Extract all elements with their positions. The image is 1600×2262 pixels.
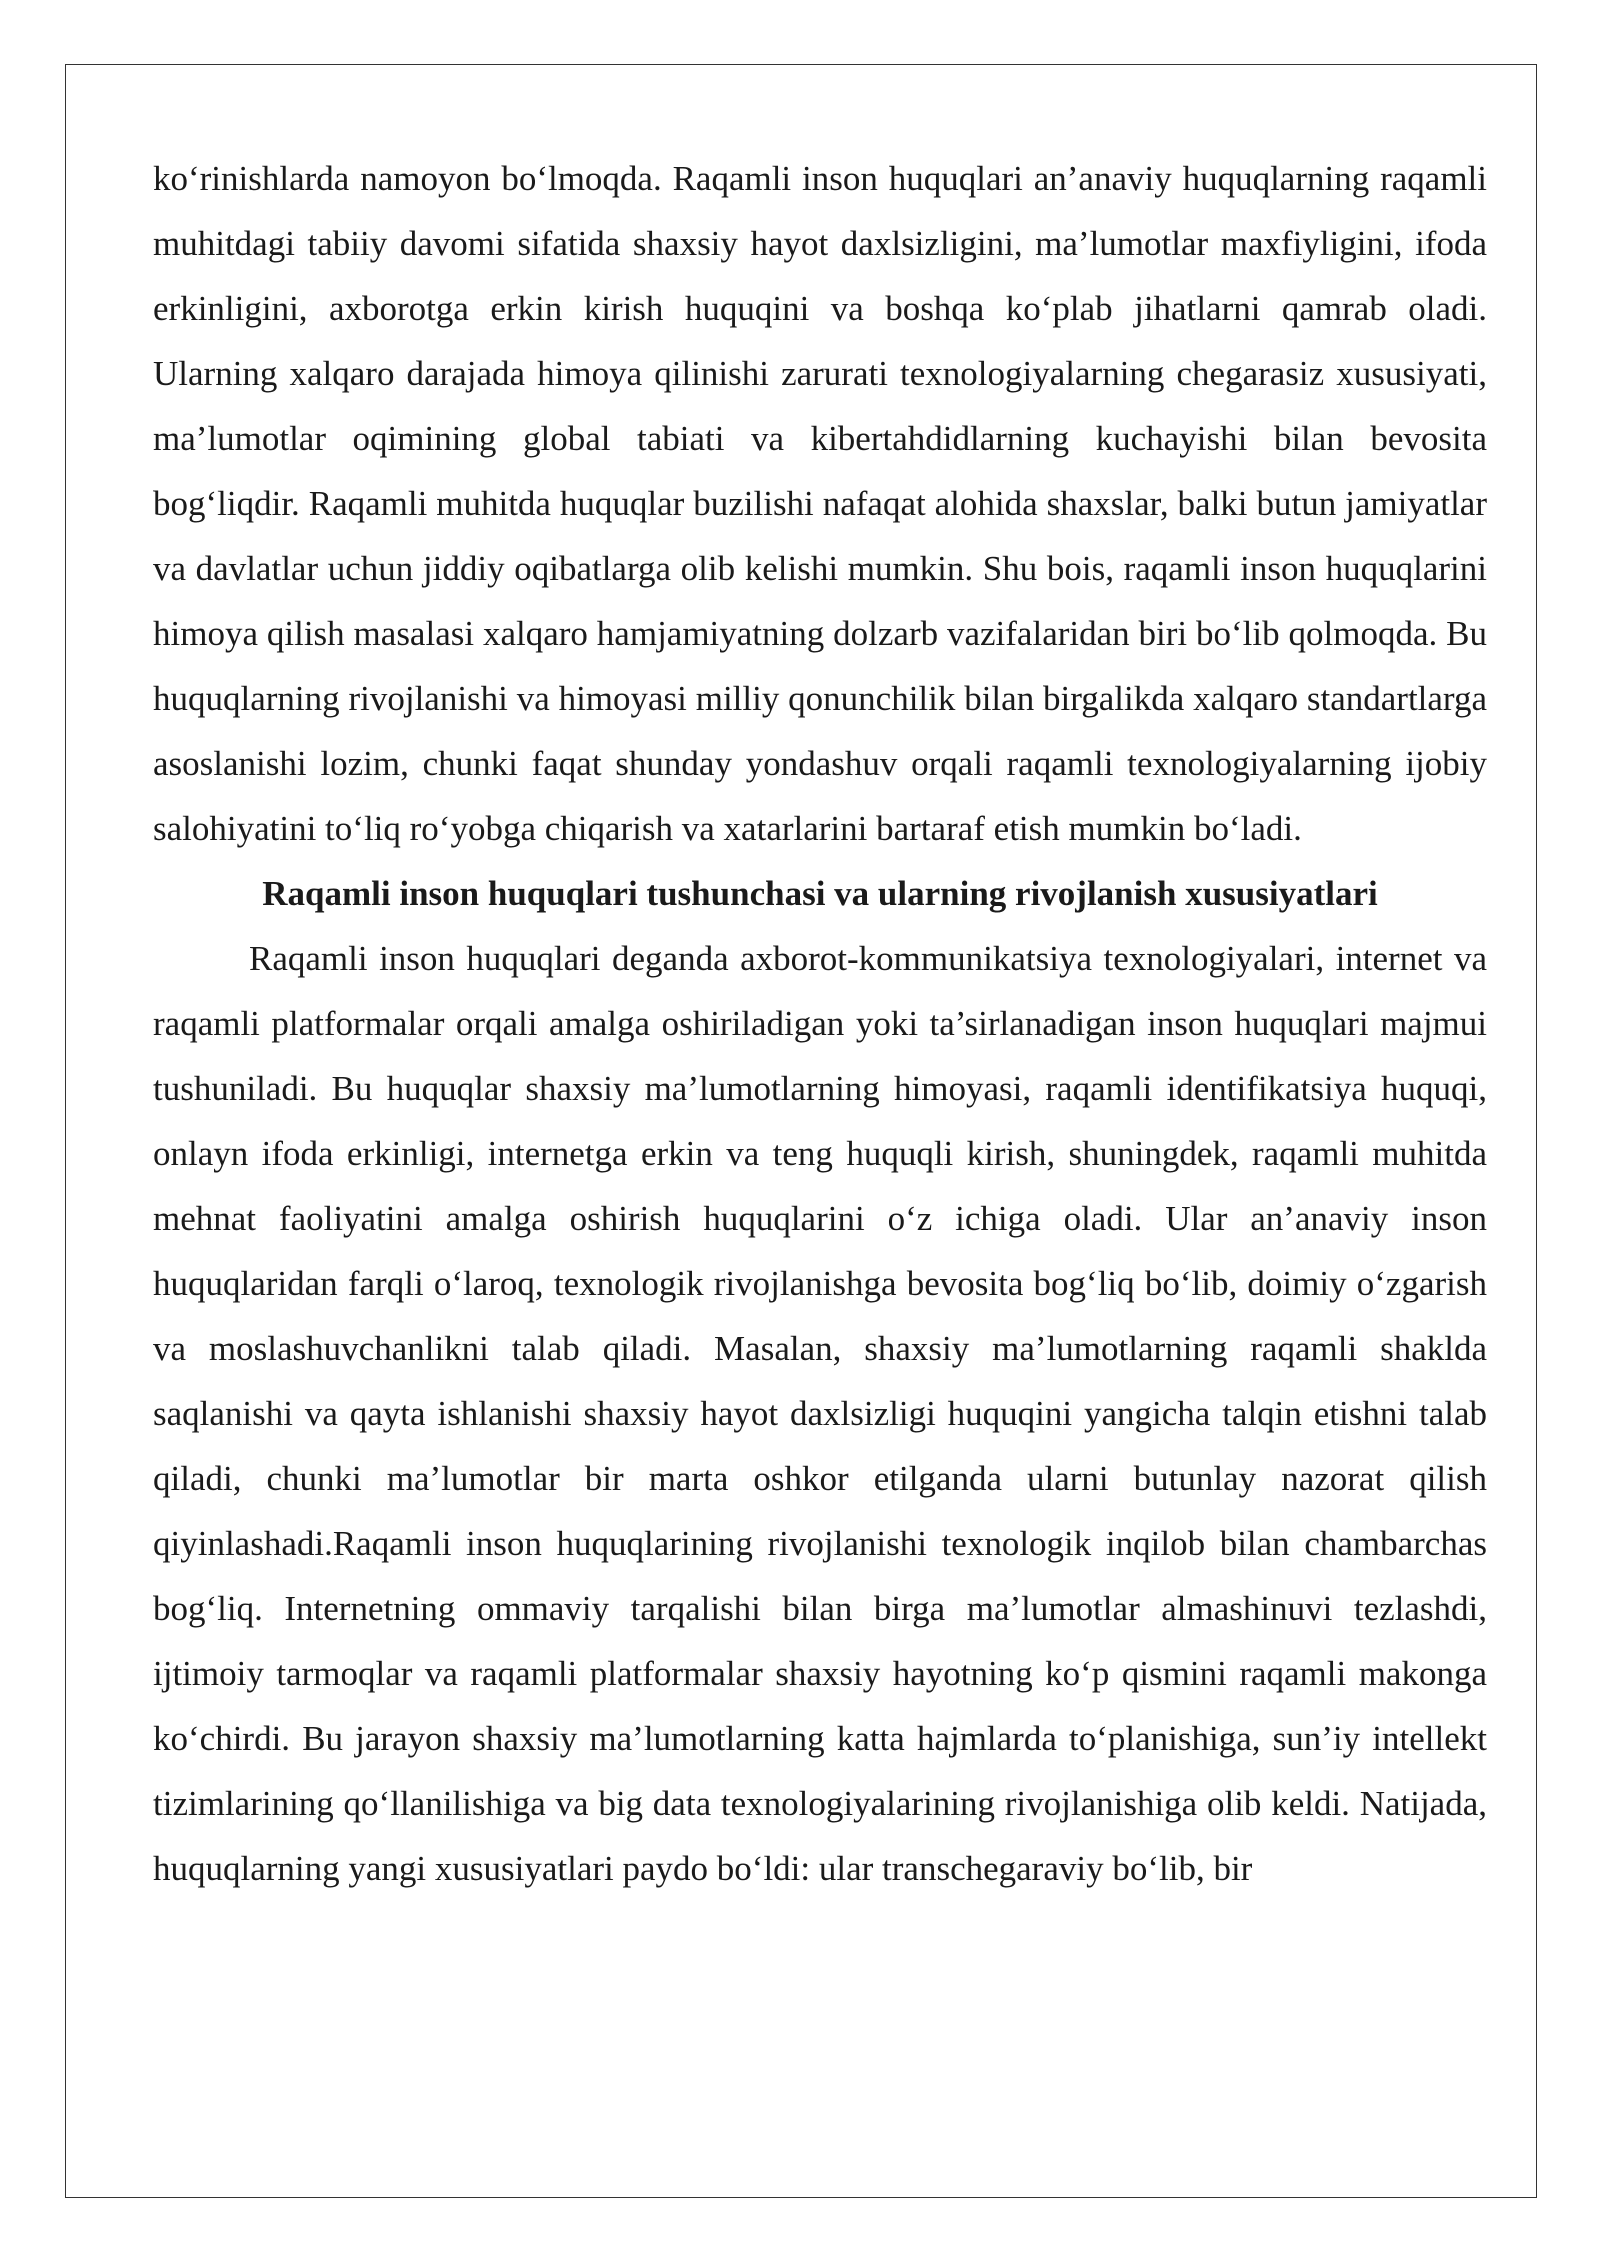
- paragraph-intro-continuation: ko‘rinishlarda namoyon bo‘lmoqda. Raqamli inson huquqlari an’anaviy huquqlarning raqamli muhitdagi tabiiy davomi sifatida shaxsiy hayot daxlsizligini, ma’lumotlar maxfiyligini, ifoda erkinligini, axborotga erkin kirish huquqini va boshqa ko‘plab jihatlarni qamrab oladi. Ularning xalqaro darajada himoya qilinishi zarurati texnologiyalarning chegarasiz xususiyati, ma’lumotlar oqimining global tabiati va kibertahdidlarning kuchayishi bilan bevosita bog‘liqdir. Raqamli muhitda huquqlar buzilishi nafaqat alohida shaxslar, balki butun jamiyatlar va davlatlar uchun jiddiy oqibatlarga olib kelishi mumkin. Shu bois, raqamli inson huquqlarini himoya qilish masalasi xalqaro hamjamiyatning dolzarb vazifalaridan biri bo‘lib qolmoqda. Bu huquqlarning rivojlanishi va himoyasi milliy qonunchilik bilan birgalikda xalqaro standartlarga asoslanishi lozim, chunki faqat shunday yondashuv orqali raqamli texnologiyalarning ijobiy salohiyatini to‘liq ro‘yobga chiqarish va xatarlarini bartaraf etish mumkin bo‘ladi.: [153, 159, 1487, 848]
- paragraph-section-body: Raqamli inson huquqlari deganda axborot-kommunikatsiya texnologiyalari, internet va raqamli platformalar orqali amalga oshiriladigan yoki ta’sirlanadigan inson huquqlari majmui tushuniladi. Bu huquqlar shaxsiy ma’lumotlarning himoyasi, raqamli identifikatsiya huquqi, onlayn ifoda erkinligi, internetga erkin va teng huquqli kirish, shuningdek, raqamli muhitda mehnat faoliyatini amalga oshirish huquqlarini o‘z ichiga oladi. Ular an’anaviy inson huquqlaridan farqli o‘laroq, texnologik rivojlanishga bevosita bog‘liq bo‘lib, doimiy o‘zgarish va moslashuvchanlikni talab qiladi. Masalan, shaxsiy ma’lumotlarning raqamli shaklda saqlanishi va qayta ishlanishi shaxsiy hayot daxlsizligi huquqini yangicha talqin etishni talab qiladi, chunki ma’lumotlar bir marta oshkor etilganda ularni butunlay nazorat qilish qiyinlashadi.Raqamli inson huquqlarining rivojlanishi texnologik inqilob bilan chambarchas bog‘liq. Internetning ommaviy tarqalishi bilan birga ma’lumotlar almashinuvi tezlashdi, ijtimoiy tarmoqlar va raqamli platformalar shaxsiy hayotning ko‘p qismini raqamli makonga ko‘chirdi. Bu jarayon shaxsiy ma’lumotlarning katta hajmlarda to‘planishiga, sun’iy intellekt tizimlarining qo‘llanilishiga va big data texnologiyalarining rivojlanishiga olib keldi. Natijada, huquqlarning yangi xususiyatlari paydo bo‘ldi: ular transchegaraviy bo‘lib, bir: [153, 939, 1487, 1888]
- document-body: [153, 146, 1487, 1901]
- section-heading: Raqamli inson huquqlari tushunchasi va ularning rivojlanish xususiyatlari: [262, 874, 1378, 913]
